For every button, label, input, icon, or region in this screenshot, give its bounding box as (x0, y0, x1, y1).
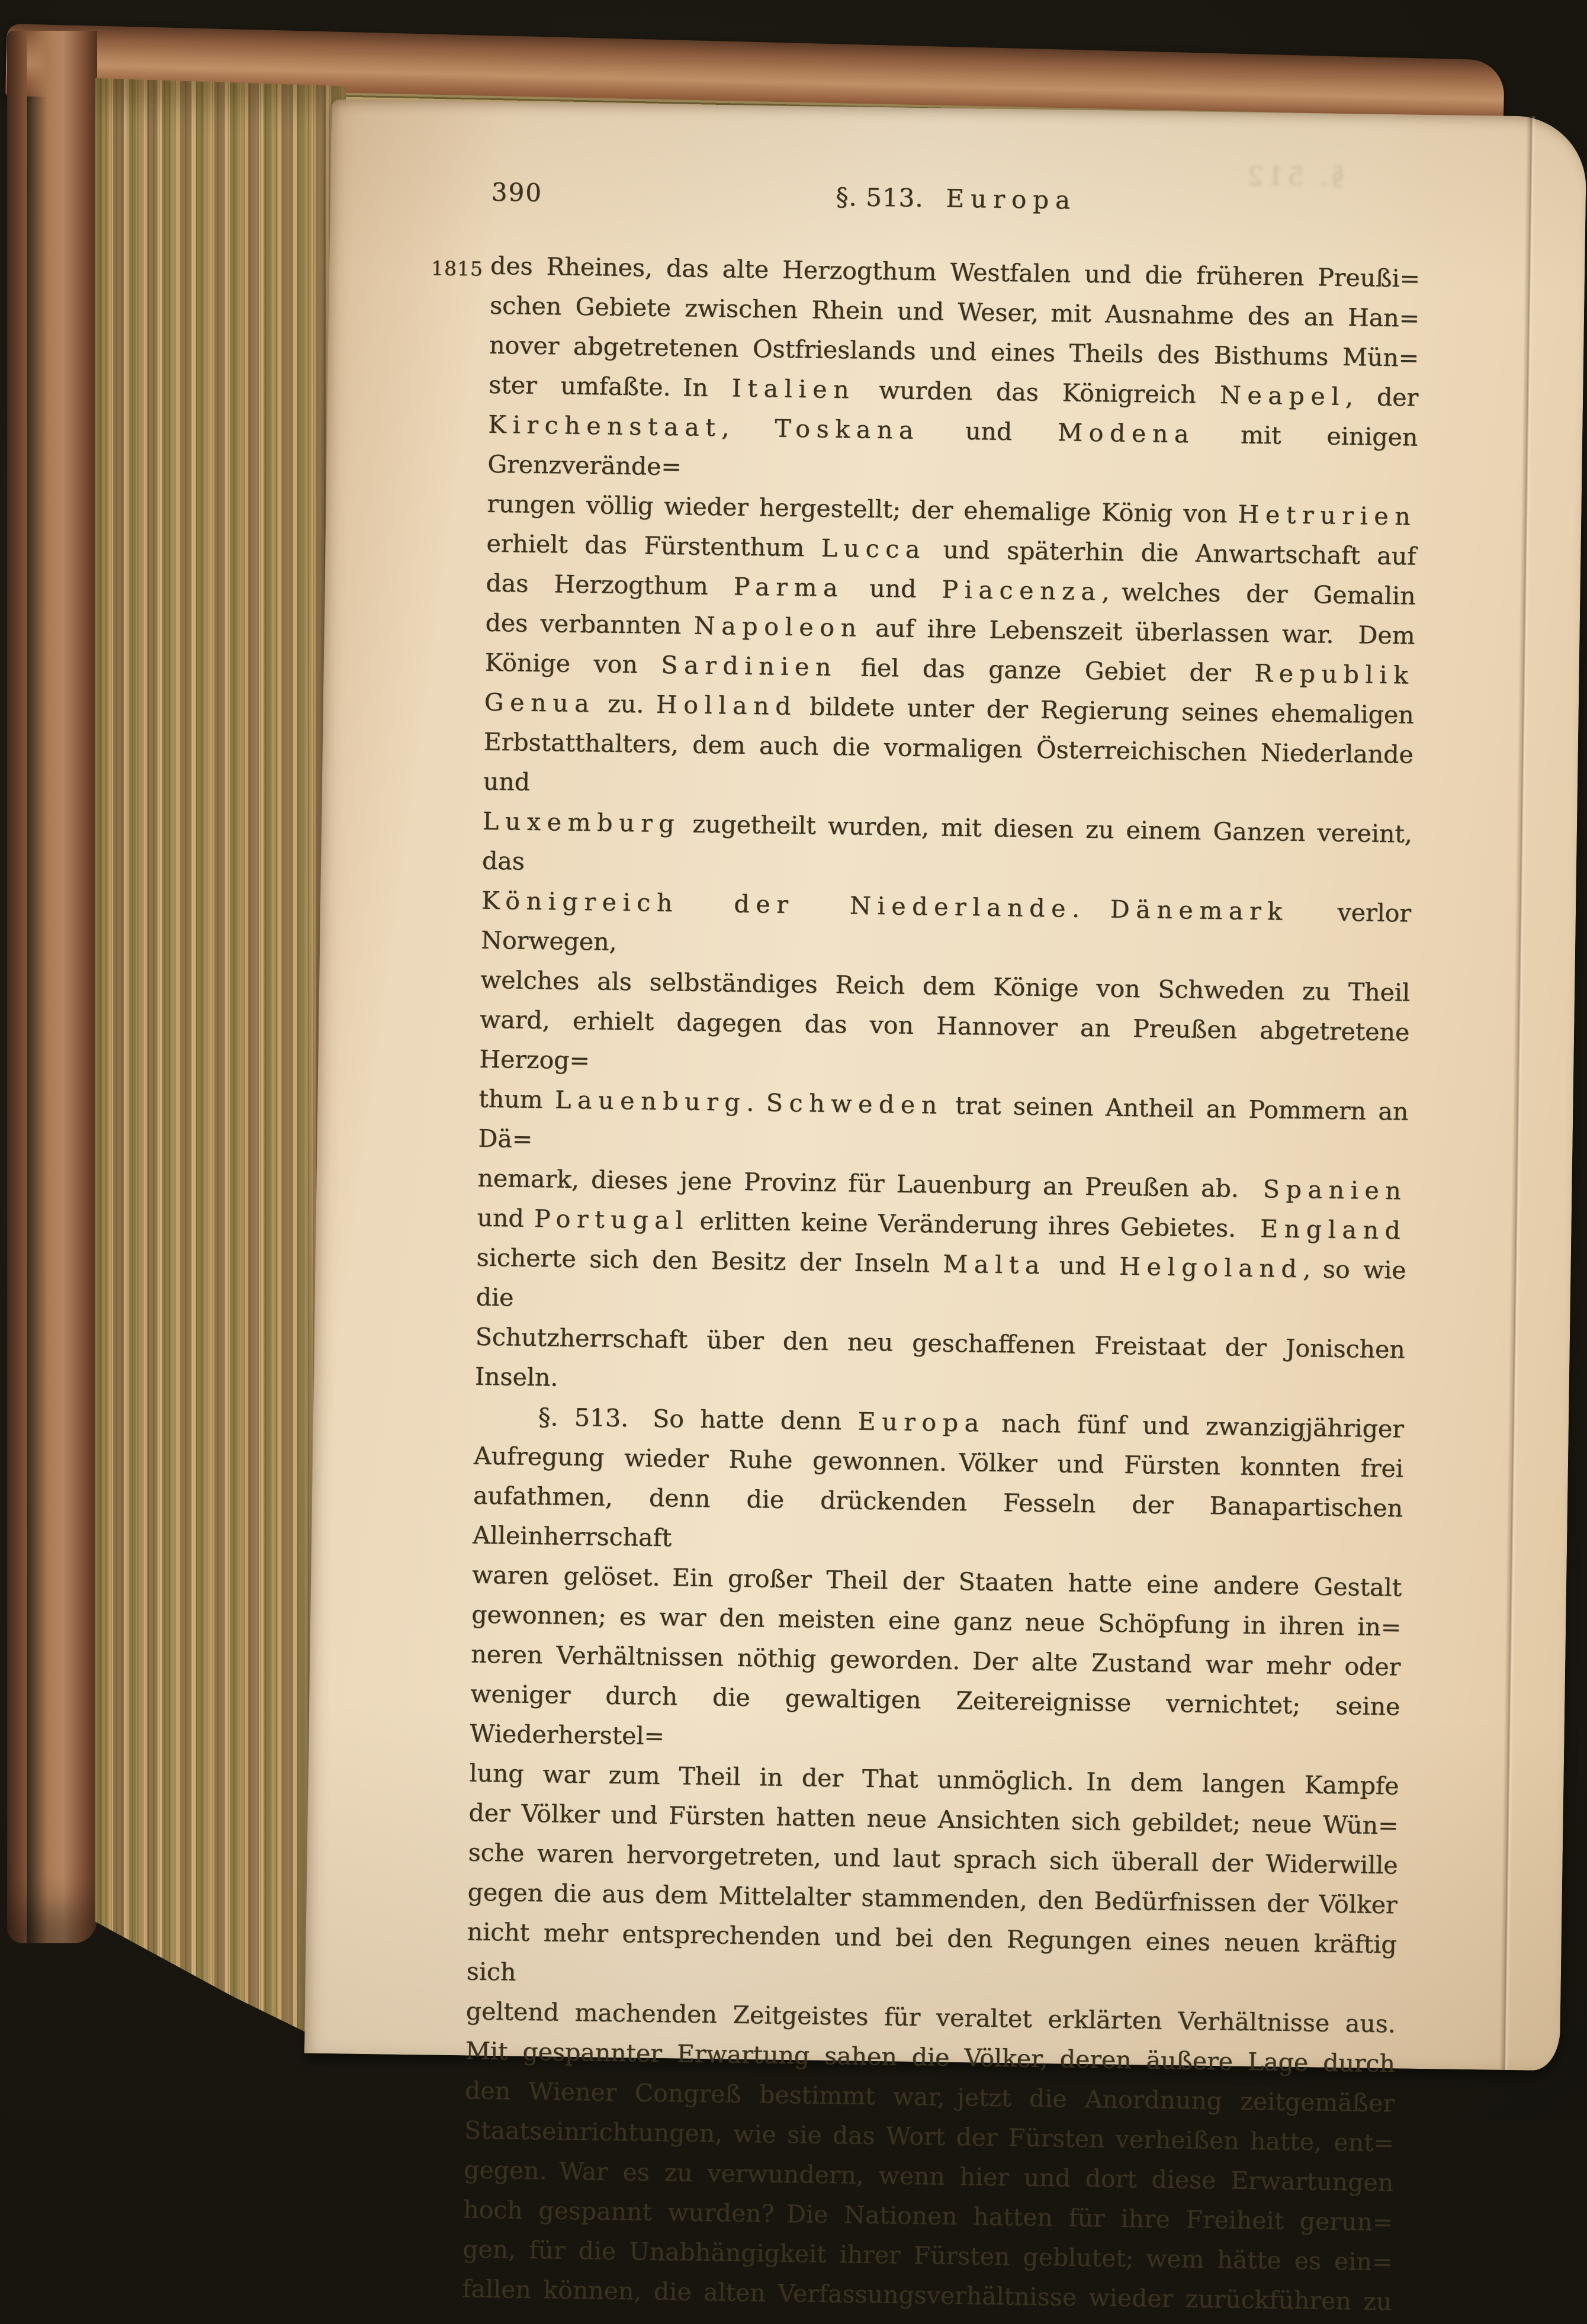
margin-year: 1815 (431, 256, 484, 281)
text-segment: , der (1345, 382, 1419, 412)
emphasized-name: Neapel (1219, 380, 1346, 411)
page-number: 390 (491, 177, 543, 207)
text-segment: fallen können, die alten Verfassungsverhältnisse wieder zurückführen zu (462, 2274, 1392, 2316)
text-segment: und (1045, 1251, 1120, 1281)
text-line (482, 802, 1413, 894)
emphasized-name: Toskana (775, 414, 920, 445)
emphasized-name: Modena (1057, 418, 1196, 449)
text-segment: ster umfaßte. In (488, 370, 732, 403)
text-line (481, 881, 1412, 973)
text-segment: Mit gespannter Erwartung sahen die Völker, deren äußere Lage durch (465, 2036, 1396, 2078)
text-segment: , so wie die (476, 1255, 1406, 1312)
emphasized-name: Helgoland (1119, 1252, 1303, 1284)
text-segment: Aufregung wieder Ruhe gewonnen. Völker und Fürsten konnten frei (473, 1441, 1404, 1483)
emphasized-name: Lucca (821, 533, 927, 564)
showthrough-text: §. 512 (1244, 161, 1345, 192)
text-segment: bildete unter der Regierung seines ehemaligen (796, 692, 1414, 729)
emphasized-name: Republik (1254, 658, 1415, 690)
text-segment: Erbstatthalters, dem auch die vormaligen Österreichischen Niederlande und (483, 727, 1414, 796)
text-segment: und späterhin die Anwartschaft auf (926, 535, 1416, 571)
text-segment: mit einigen Grenzverände= (487, 420, 1418, 481)
emphasized-name: Malta (943, 1249, 1046, 1280)
text-segment: lung war zum Theil in der That unmöglich. In dem langen Kampfe (469, 1759, 1399, 1801)
text-line (473, 1476, 1403, 1568)
text-segment: und (843, 574, 942, 604)
header-spacer (1321, 212, 1421, 213)
emphasized-name: Dänemark (1110, 895, 1289, 926)
running-title-text: Europa (946, 184, 1077, 215)
emphasized-name: Sardinien (661, 650, 838, 682)
emphasized-name: Schweden (766, 1088, 944, 1120)
text-segment: zugetheilt wurden, mit diesen zu einem Ganzen vereint, das (481, 809, 1413, 876)
text-segment: und (477, 1203, 535, 1233)
text-segment: geltend machenden Zeitgeistes für veraltet erklärten Verhältnisse aus. (465, 1997, 1396, 2039)
text-segment: fiel das ganze Gebiet der (837, 653, 1255, 687)
text-segment: Könige von (484, 648, 661, 679)
text-segment: gegen die aus dem Mittelalter stammenden, den Bedürfnissen der Völker (467, 1878, 1398, 1920)
text-segment: . (746, 1088, 767, 1117)
text-line (474, 1317, 1405, 1410)
text-segment: des Rheines, das alte Herzogthum Westfalen und die früheren Preußi= (490, 251, 1421, 293)
text-segment: nicht mehr entsprechenden und bei den Regungen eines neuen kräftig sich (466, 1917, 1397, 1987)
text-segment: aufathmen, denn die drückenden Fesseln der Banapartischen Alleinherrschaft (472, 1481, 1403, 1552)
text-segment: welches als selbständiges Reich dem Könige von Schweden zu Theil (480, 965, 1411, 1007)
text-segment: des verbannten (485, 608, 695, 640)
text-segment: Staatseinrichtungen, wie sie das Wort der Fürsten verheißen hatte, ent= (464, 2116, 1395, 2158)
emphasized-name: Luxemburg (482, 806, 681, 838)
text-segment: rungen völlig wieder hergestellt; der ehemalige König von (487, 489, 1238, 529)
text-segment: gegen. War es zu verwundern, wenn hier und dort diese Erwartungen (463, 2155, 1394, 2197)
text-line (483, 722, 1413, 815)
page-crease (1499, 116, 1536, 2070)
text-line (479, 1000, 1410, 1092)
text-segment: den Wiener Congreß bestimmt war, jetzt die Anordnung zeitgemäßer (464, 2076, 1395, 2118)
emphasized-name: Piacenza (942, 575, 1102, 606)
emphasized-name: Königreich der Niederlande. (481, 886, 1087, 923)
text-segment: das Herzogthum (486, 568, 734, 601)
text-segment: wurden das Königreich (854, 375, 1220, 409)
text-segment: trat seinen Antheil an Pommern an Dä= (478, 1091, 1409, 1153)
text-segment: zu. (595, 689, 657, 719)
emphasized-name: Italien (731, 374, 856, 404)
emphasized-name: Portugal (534, 1204, 690, 1235)
text-segment: thum (478, 1084, 555, 1114)
text-segment: nover abgetretenen Ostfrieslands und eines Theils des Bisthums Mün= (489, 330, 1419, 372)
text-line (487, 405, 1418, 497)
text-segment: ward, erhielt dagegen das von Hannover an Preußen abgetretene Herzog= (479, 1005, 1410, 1075)
text-segment: neren Verhältnissen nöthig geworden. Der alte Zustand war mehr oder (471, 1640, 1401, 1682)
text-segment: erhielt das Fürstenthum (486, 529, 822, 562)
running-title (592, 173, 1321, 224)
text-segment: und (919, 416, 1058, 447)
text-line (478, 1079, 1409, 1172)
text-segment: , welches der Gemalin (1101, 577, 1416, 610)
text-segment (1085, 895, 1110, 924)
text-block (431, 161, 1421, 2322)
emphasized-name: England (1260, 1214, 1407, 1245)
text-segment: hoch gespannt wurden? Die Nationen hatten für ihre Freiheit gerun= (462, 2195, 1393, 2237)
section-mark: §. 513. (836, 182, 924, 213)
body-text (431, 246, 1421, 2322)
book-page (304, 99, 1587, 2316)
text-segment: , (721, 413, 775, 443)
text-segment: nach fünf und zwanzigjähriger (985, 1409, 1405, 1444)
text-segment: gewonnen; es war den meisten eine ganz neue Schöpfung in ihren in= (471, 1600, 1402, 1642)
text-segment: erlitten keine Veränderung ihres Gebietes. (689, 1206, 1261, 1243)
text-segment: schen Gebiete zwischen Rhein und Weser, mit Ausnahme des an Han= (489, 291, 1420, 333)
emphasized-name: Hetrurien (1238, 500, 1417, 531)
text-segment: der Völker und Fürsten hatten neue Ansichten sich gebildet; neue Wün= (468, 1798, 1399, 1840)
text-segment: Schutzherrschaft über den neu geschaffenen Freistaat der Jonischen Inseln. (474, 1322, 1406, 1392)
text-segment: sche waren hervorgetreten, und laut sprach sich überall der Widerwille (468, 1838, 1398, 1880)
text-line (470, 1674, 1400, 1767)
text-segment: weniger durch die gewaltigen Zeitereignisse vernichtet; seine Wiederherstel= (470, 1679, 1400, 1751)
emphasized-name: Napoleon (693, 611, 863, 642)
text-segment: sicherte sich den Besitz der Inseln (476, 1243, 943, 1278)
emphasized-name: Spanien (1262, 1175, 1408, 1206)
emphasized-name: Europa (857, 1407, 986, 1438)
emphasized-name: Genua (484, 687, 596, 718)
emphasized-name: Kirchenstaat (488, 410, 722, 442)
text-segment: waren gelöset. Ein großer Theil der Staaten hatte eine andere Gestalt (471, 1560, 1402, 1602)
book-spine-leather (7, 31, 97, 1943)
emphasized-name: Parma (733, 572, 844, 603)
text-segment: nemark, dieses jene Provinz für Lauenburg an Preußen ab. (477, 1163, 1264, 1204)
emphasized-name: Holland (656, 690, 798, 721)
text-segment: §. 513. So hatte denn (538, 1403, 858, 1436)
text-segment: verlor Norwegen, (480, 897, 1412, 956)
text-segment: auf ihre Lebenszeit überlassen war. Dem (862, 613, 1415, 650)
emphasized-name: Lauenburg (554, 1085, 747, 1117)
text-line (476, 1238, 1406, 1330)
text-segment: gen, für die Unabhängigkeit ihrer Fürsten geblutet; wem hätte es ein= (462, 2235, 1393, 2277)
text-line (466, 1912, 1397, 2004)
